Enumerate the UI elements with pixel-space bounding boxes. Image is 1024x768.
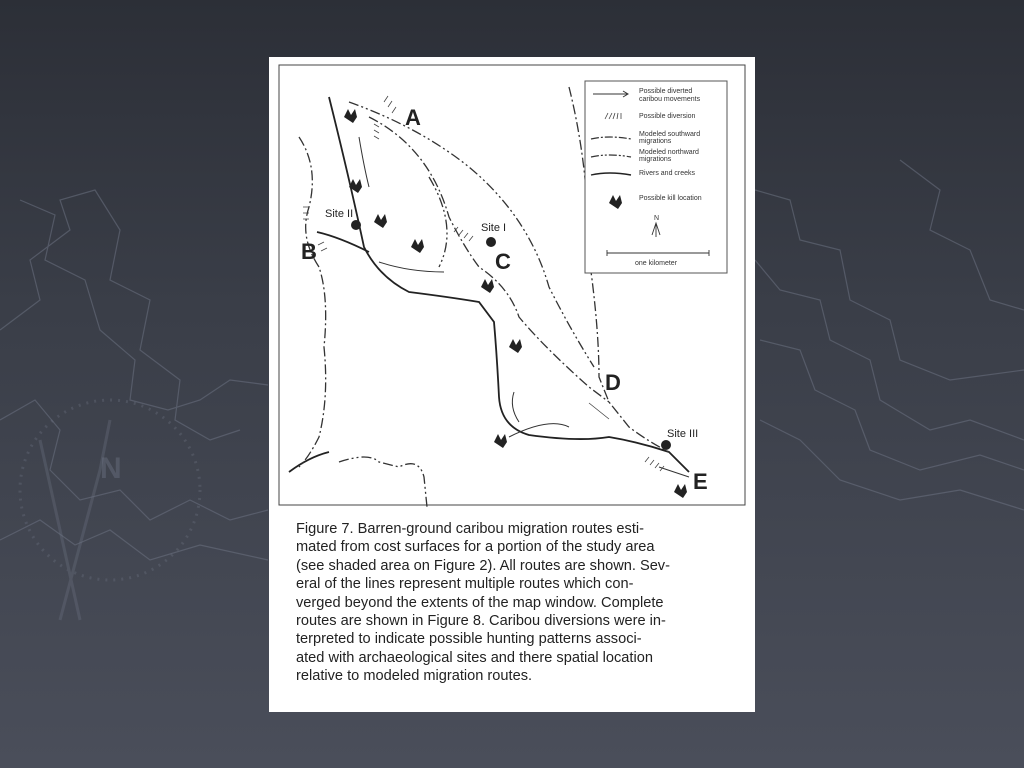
label-b: B: [301, 239, 317, 264]
svg-text:caribou movements: caribou movements: [639, 96, 701, 103]
label-a: A: [405, 105, 421, 130]
caption-line: terpreted to indicate possible hunting patterns associ-: [296, 631, 642, 648]
caption-line: (see shaded area on Figure 2). All routes are shown. Sev-: [296, 557, 670, 574]
svg-text:Possible kill location: Possible kill location: [639, 195, 702, 202]
site-2-dot: [351, 220, 361, 230]
caribou-icon: [509, 339, 522, 353]
caribou-icon: [481, 279, 494, 293]
svg-text:Modeled northward: Modeled northward: [639, 149, 699, 156]
svg-text:migrations: migrations: [639, 138, 672, 145]
caribou-icon: [494, 434, 507, 448]
map-legend: [585, 81, 727, 273]
compass-n-decoration: N: [100, 452, 122, 485]
caption-line: relative to modeled migration routes.: [296, 668, 533, 685]
label-c: C: [495, 249, 511, 274]
svg-text:migrations: migrations: [639, 156, 672, 163]
caribou-icon: [674, 484, 687, 498]
caption-line: verged beyond the extents of the map window. Complete: [296, 594, 664, 611]
label-d: D: [605, 370, 621, 395]
svg-text:Possible diversion: Possible diversion: [639, 113, 696, 120]
site-1-dot: [486, 237, 496, 247]
caption-line: eral of the lines represent multiple routes which con-: [296, 576, 634, 593]
label-e: E: [693, 469, 708, 494]
northward-routes: [339, 102, 594, 507]
svg-text:Rivers and creeks: Rivers and creeks: [639, 170, 696, 177]
site-3-dot: [661, 440, 671, 450]
caption-line: Figure 7. Barren-ground caribou migration routes esti-: [296, 521, 644, 537]
site-2-label: Site II: [325, 208, 354, 220]
caribou-icon: [344, 109, 357, 123]
migration-map: [269, 57, 755, 512]
caption-line: mated from cost surfaces for a portion of the study area: [296, 539, 655, 556]
svg-text:N: N: [654, 215, 660, 222]
figure-card: [269, 57, 755, 712]
caption-line: routes are shown in Figure 8. Caribou diversions were in-: [296, 613, 666, 630]
site-3-label: Site III: [667, 428, 699, 440]
svg-text:one kilometer: one kilometer: [635, 260, 678, 267]
caption-line: ated with archaeological sites and there spatial location: [296, 649, 653, 666]
svg-text:Modeled southward: Modeled southward: [639, 131, 701, 138]
caribou-icon: [411, 239, 424, 253]
svg-text:Possible diverted: Possible diverted: [639, 88, 693, 95]
caribou-icon: [374, 214, 387, 228]
figure-caption: [296, 520, 736, 686]
site-1-label: Site I: [481, 222, 507, 234]
